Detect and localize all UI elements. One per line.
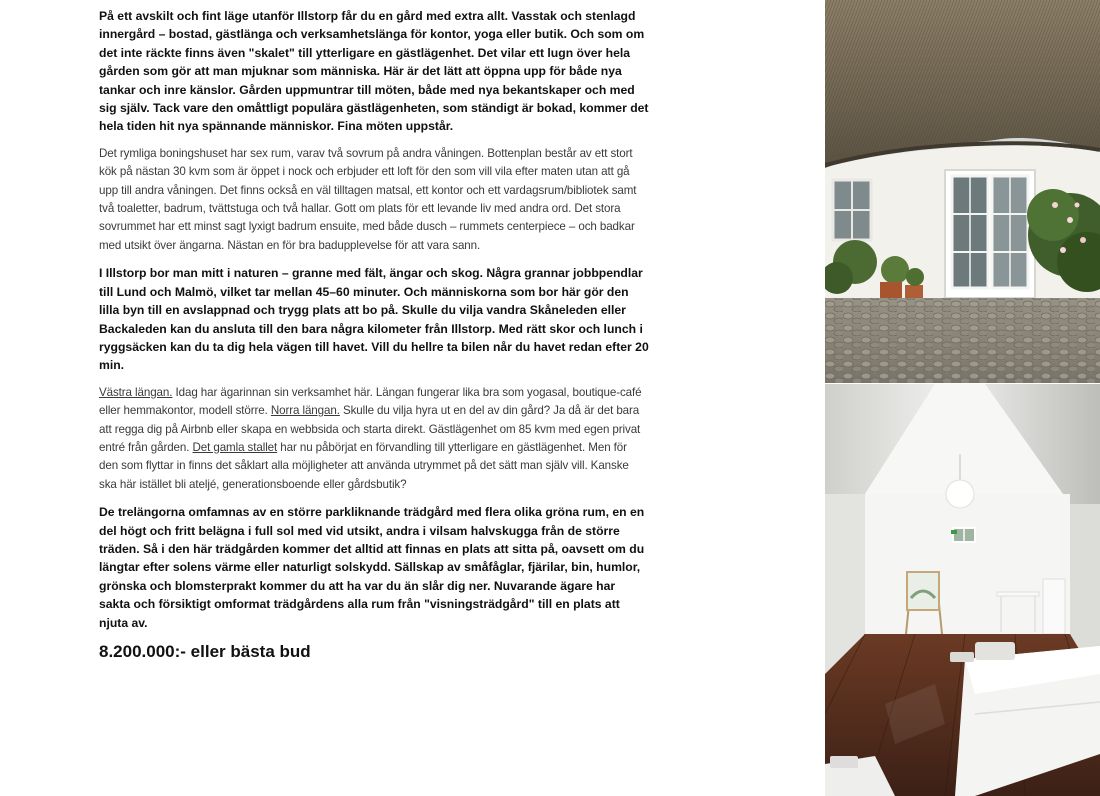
house-description-paragraph: Det rymliga boningshuset har sex rum, varav två sovrum på andra våningen. Bottenplan består av ett stort kök på nästan 30 kvm som är öppet i nock och erbjuder ett loft för den som vill vila efter maten utan att gå upp till andra våningen. Det finns också en väl tilltagen matsal, ett kontor och ett vardagsrum/bibliotek samt två toaletter, badrum, tvättstuga och två hallar. Gott om plats för ett levande liv med andra ord. Det stora sovrummet har ett minst sagt lyxigt badrum ensuite, med både dusch – rummets centerpiece – och badkar med utsikt över ängarna. Nästan en för bra badupplevelse för att vara sann. <box>99 146 637 252</box>
price-label: 8.200.000:- eller bästa bud <box>99 642 311 661</box>
location-paragraph: I Illstorp bor man mitt i naturen – granne med fält, ängar och skog. Några grannar jobbpendlar till Lund och Malmö, vilket tar mellan 45–60 minuter. Och människorna som bor här gör den lilla byn till en avslappnad och trygg plats att bo på. Skulle du vilja vandra Skåneleden eller Backaleden kan du ansluta till den bara några kilometer från Illstorp. Med rätt skor och lunch i ryggsäcken kan du ta dig hela vägen till havet. Vill du hellre ta bilen når du havet redan efter 20 min. <box>99 266 649 373</box>
house-exterior-photo <box>825 0 1100 383</box>
intro-paragraph: På ett avskilt och fint läge utanför Illstorp får du en gård med extra allt. Vasstak och stenlagd innergård – bostad, gästlänga och verksamhetslänga för kontor, yoga eller butik. Och som om det inte räckte finns även "skalet" till ytterligare en gästlägenhet. Det vilar ett lugn över hela gården som gör att man mjuknar som människa. Här är det lätt att öppna upp för både nya tankar och inre känslor. Gården uppmuntrar till möten, både med nya bekantskaper och med sig själv. Tack vare den omåttligt populära gästlägenheten, som ständigt är bokad, kommer det hela tiden hit nya spännande människor. Fina möten uppstår. <box>99 9 649 134</box>
west-wing-term: Västra längan. <box>99 385 173 399</box>
old-stable-text: har nu påbörjat en förvandling till ytterligare en gästlägenhet. Men för den som flyttar in finns det såklart alla möjligheter att använda utrymmet på det sätt man själv vill. Kanske ska här istället bli ateljé, generationsboende eller gårdsbutik? <box>99 440 629 491</box>
buildings-paragraph <box>99 384 649 494</box>
photo-column <box>825 0 1100 796</box>
old-stable-term: Det gamla stallet <box>192 440 278 454</box>
garden-paragraph: De trelängorna omfamnas av en större parkliknande trädgård med flera olika gröna rum, en en del högt och fritt belägna i full sol med vid utsikt, andra i vilsam halvskugga från de större träden. Så i den här trädgården kommer det alltid att finnas en plats att sitta på, oavsett om du längtar efter solens värme eller naturligt solskydd. Sällskap av småfåglar, fjärilar, bin, humlor, grönska och blomsterprakt kommer du att ha var du än slår dig ner. Nuvarande ägare har sakta och försiktigt omformat trädgårdens alla rum från "visningsträdgård" till en plats att njuta av. <box>99 505 645 630</box>
west-wing-text: Idag har ägarinnan sin verksamhet här. Längan fungerar lika bra som yogasal, boutique-café eller hemmakontor, modell större. <box>99 385 642 418</box>
listing-text <box>99 7 649 662</box>
north-wing-text: Skulle du vilja hyra ut en del av din gård? Ja då är det bara att regga dig på Airbnb eller skapa en webbsida och starta direkt. Gästlägenhet om 85 kvm med egen privat entré från gården. <box>99 404 641 454</box>
north-wing-term: Norra längan. <box>270 404 340 418</box>
bedroom-photo <box>825 384 1100 796</box>
